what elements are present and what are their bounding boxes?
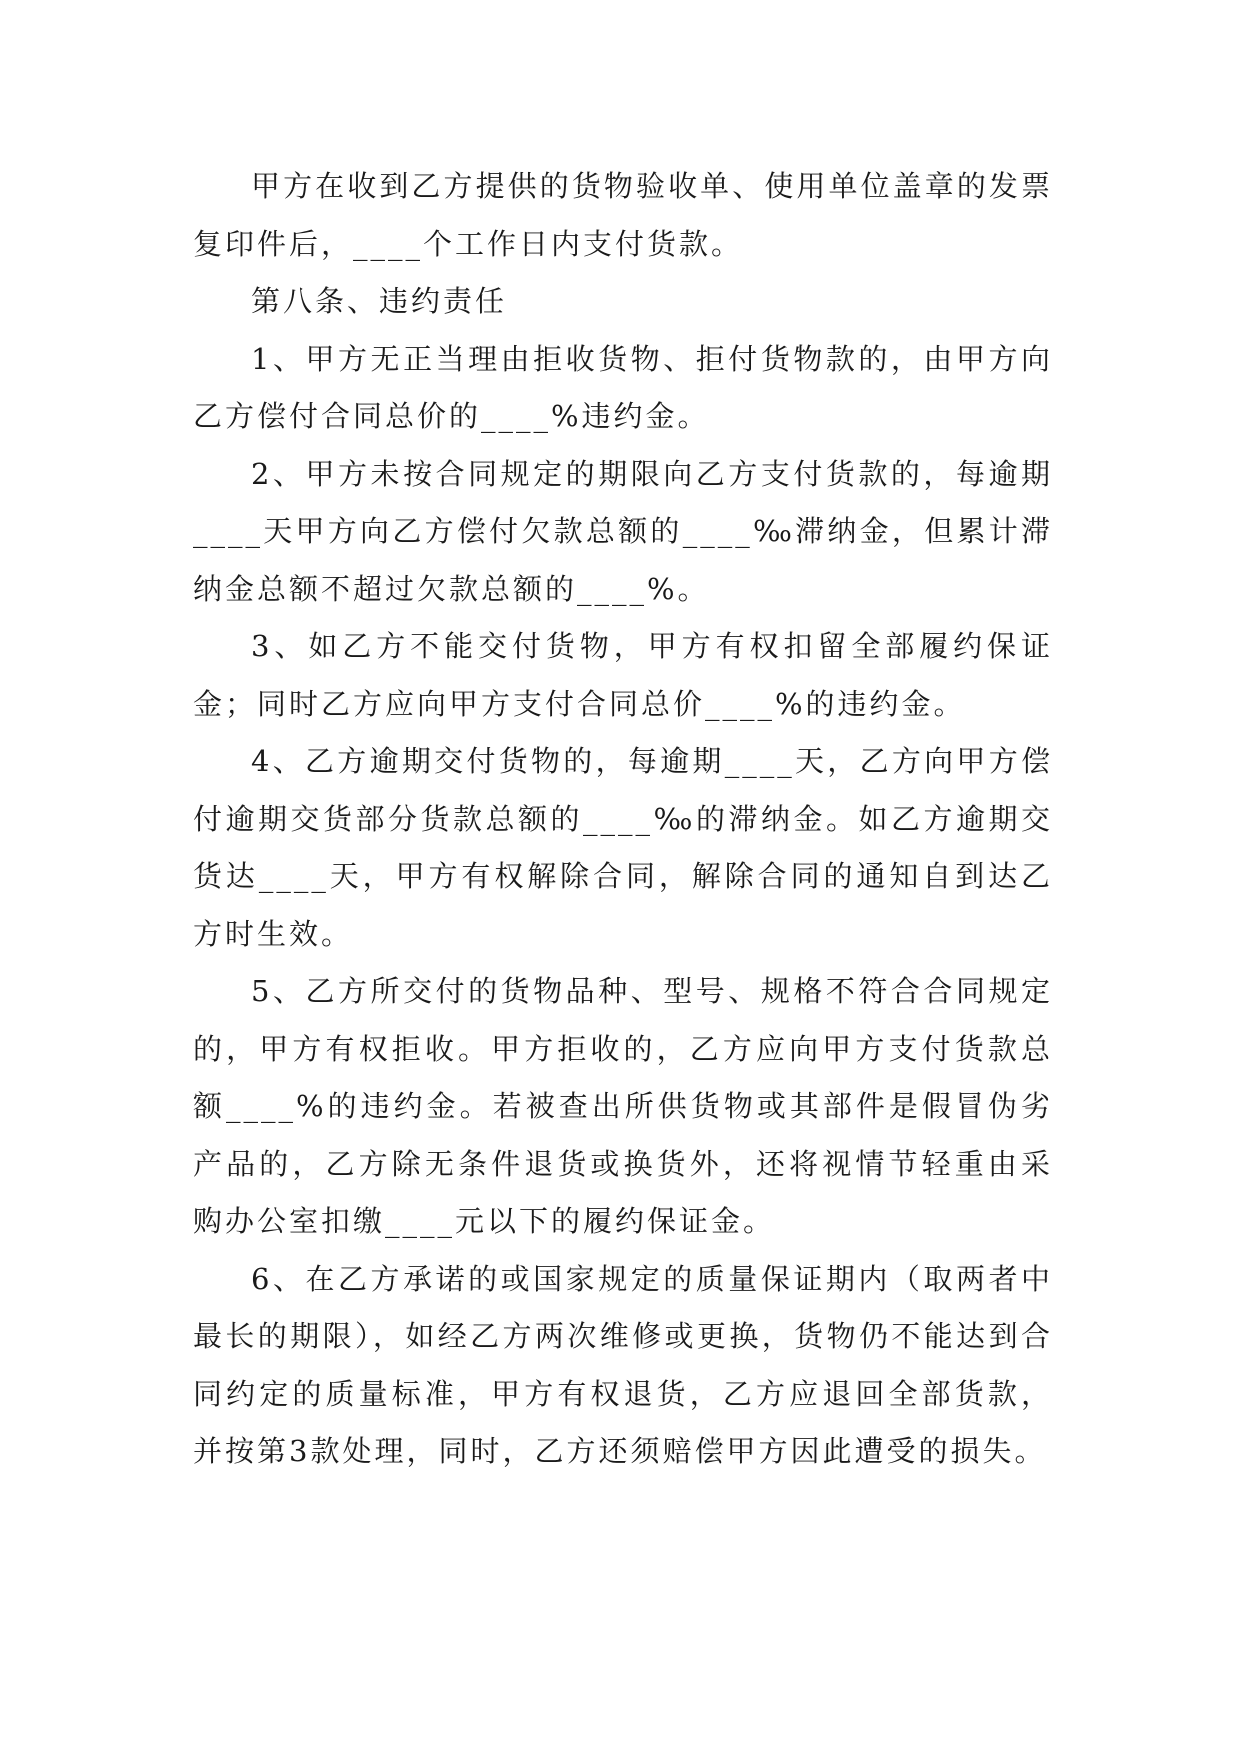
clause-6: 6、在乙方承诺的或国家规定的质量保证期内（取两者中最长的期限），如经乙方两次维修或更换，货物仍不能达到合同约定的质量标准，甲方有权退货，乙方应退回全部货款，并按第3款处理，同时，乙方还须赔偿甲方因此遭受的损失。 <box>193 1261 1053 1468</box>
clause-5: 5、乙方所交付的货物品种、型号、规格不符合合同规定的，甲方有权拒收。甲方拒收的，乙方应向甲方支付货款总额____%的违约金。若被查出所供货物或其部件是假冒伪劣产品的，乙方除无条件退货或换货外，还将视情节轻重由采购办公室扣缴____元以下的履约保证金。 <box>193 974 1053 1238</box>
section-heading-breach-liability: 第八条、违约责任 <box>251 284 508 318</box>
clause-4: 4、乙方逾期交付货物的，每逾期____天，乙方向甲方偿付逾期交货部分货款总额的____‰的滞纳金。如乙方逾期交货达____天，甲方有权解除合同，解除合同的通知自到达乙方时生效。 <box>193 744 1053 951</box>
payment-paragraph: 甲方在收到乙方提供的货物验收单、使用单位盖章的发票复印件后，____个工作日内支付货款。 <box>193 169 1053 261</box>
clause-2: 2、甲方未按合同规定的期限向乙方支付货款的，每逾期____天甲方向乙方偿付欠款总额的____‰滞纳金，但累计滞纳金总额不超过欠款总额的____%。 <box>193 456 1053 606</box>
clause-3: 3、如乙方不能交付货物，甲方有权扣留全部履约保证金；同时乙方应向甲方支付合同总价____%的违约金。 <box>193 629 1053 721</box>
clause-1: 1、甲方无正当理由拒收货物、拒付货物款的，由甲方向乙方偿付合同总价的____%违约金。 <box>193 341 1053 433</box>
document-body <box>193 158 1053 1481</box>
